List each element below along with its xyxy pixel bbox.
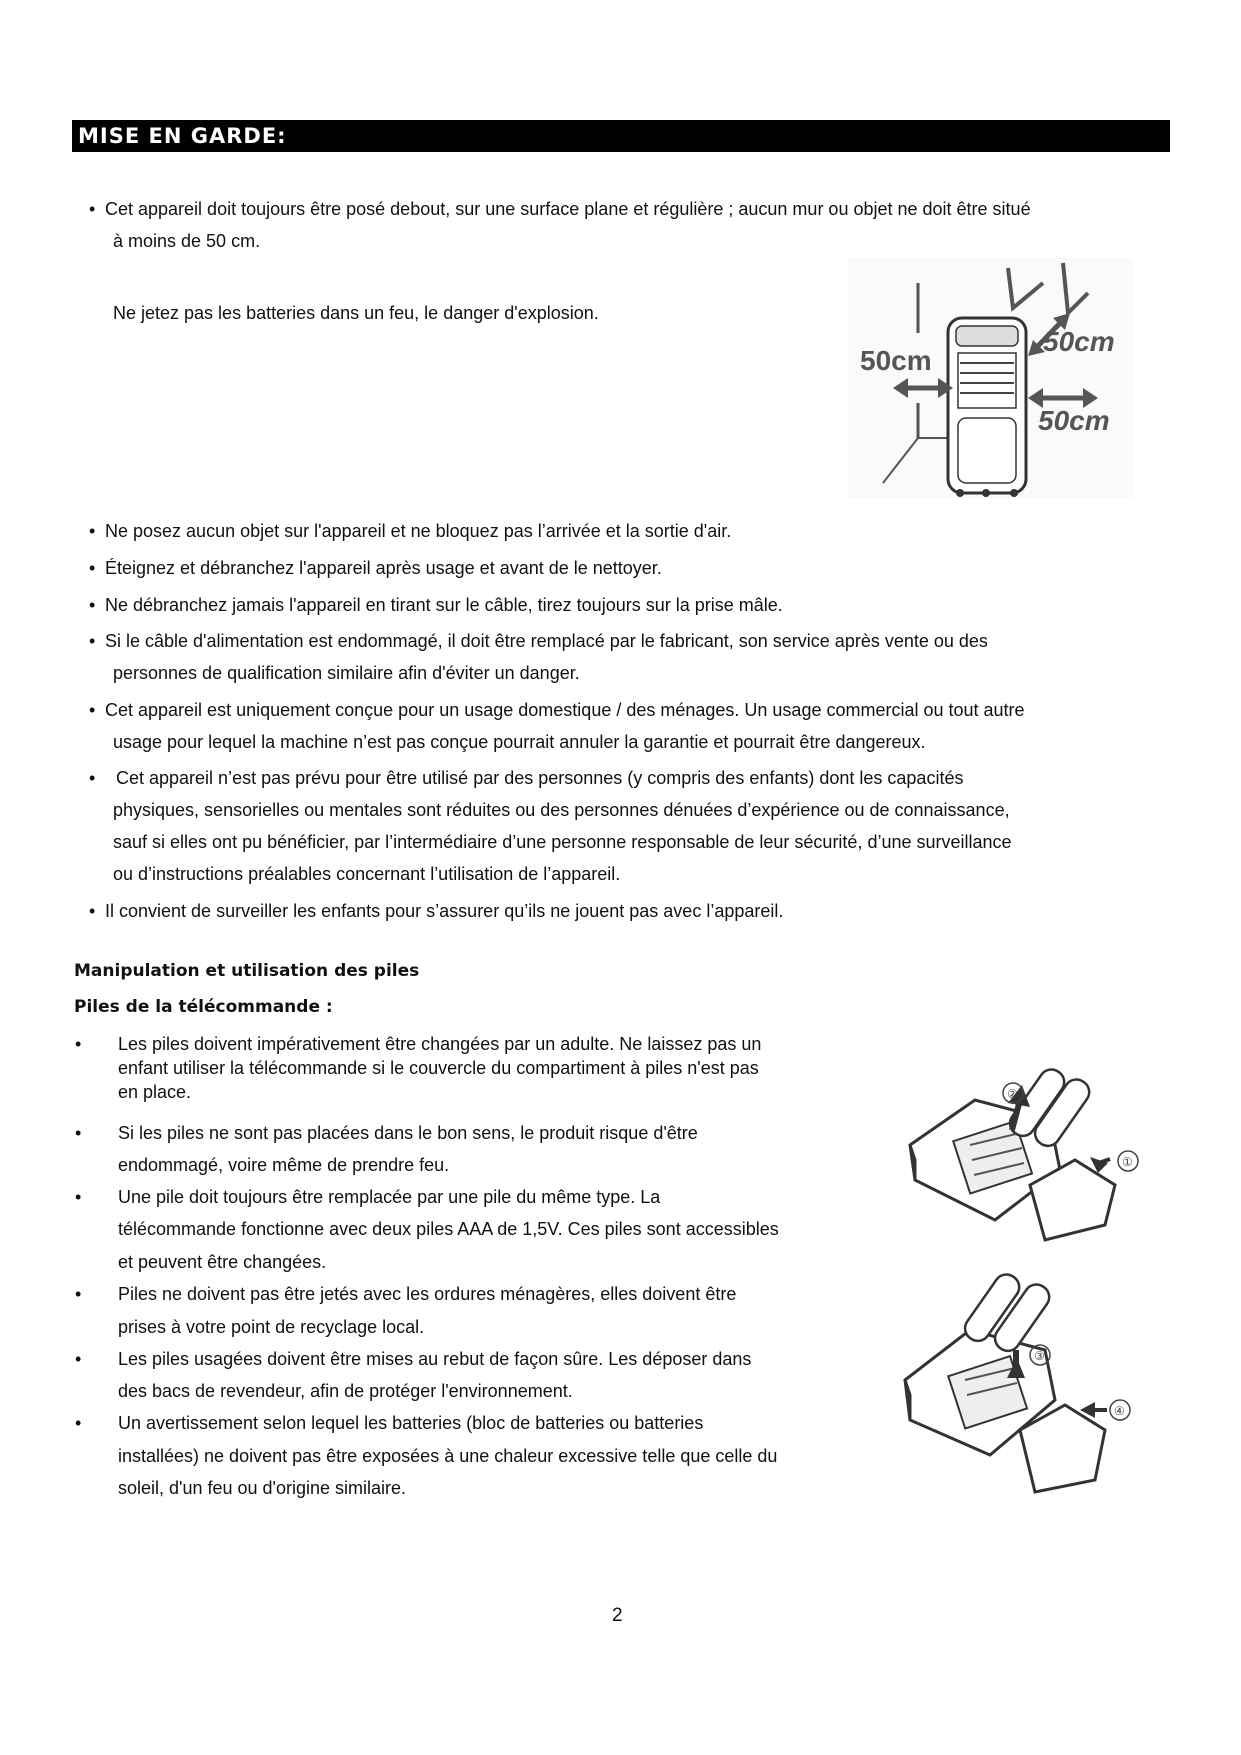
warning-text: Ne posez aucun objet sur l'appareil et ne bloquez pas l’arrivée et la sortie d'air.	[105, 521, 732, 541]
bullet: •	[89, 700, 96, 720]
remote-open-figure	[900, 1045, 1160, 1250]
warning-text: physiques, sensorielles ou mentales sont réduites ou des personnes dénuées d’expérience ou de connaissance,	[113, 800, 1010, 820]
page-number: 2	[612, 1605, 623, 1626]
warning-text: Cet appareil doit toujours être posé debout, sur une surface plane et régulière ; aucun mur ou objet ne doit être situé	[105, 199, 1031, 219]
warning-text: sauf si elles ont pu bénéficier, par l’intermédiaire d’une personne responsable de leur sécurité, d’une surveillance	[113, 832, 1012, 852]
warning-text: Ne jetez pas les batteries dans un feu, le danger d'explosion.	[113, 303, 599, 323]
battery-text: prises à votre point de recyclage local.	[118, 1317, 425, 1337]
bullet: •	[75, 1349, 82, 1369]
battery-text: Les piles doivent impérativement être changées par un adulte. Ne laissez pas un	[118, 1034, 762, 1054]
bullet: •	[75, 1034, 82, 1054]
battery-subheading: Piles de la télécommande :	[74, 997, 333, 1017]
battery-text: installées) ne doivent pas être exposées à une chaleur excessive telle que celle du	[118, 1446, 778, 1466]
battery-text: endommagé, voire même de prendre feu.	[118, 1155, 450, 1175]
step-number: ②	[1007, 1087, 1018, 1101]
battery-text: et peuvent être changées.	[118, 1252, 327, 1272]
battery-text: enfant utiliser la télécommande si le couvercle du compartiment à piles n'est pas	[118, 1058, 759, 1078]
battery-text: Un avertissement selon lequel les batteries (bloc de batteries ou batteries	[118, 1413, 704, 1433]
bullet: •	[75, 1413, 82, 1433]
warning-text: usage pour lequel la machine n’est pas conçue pourrait annuler la garantie et pourrait être dangereux.	[113, 732, 926, 752]
step-number: ①	[1122, 1155, 1133, 1169]
bullet: •	[75, 1284, 82, 1304]
bullet: •	[75, 1187, 82, 1207]
bullet: •	[89, 521, 96, 541]
battery-text: soleil, d'un feu ou d'origine similaire.	[118, 1478, 407, 1498]
battery-text: Si les piles ne sont pas placées dans le bon sens, le produit risque d'être	[118, 1123, 698, 1143]
bullet: •	[89, 199, 96, 219]
warning-text: Cet appareil n’est pas prévu pour être utilisé par des personnes (y compris des enfants) dont les capacités	[116, 768, 964, 788]
warning-text: Cet appareil est uniquement conçue pour un usage domestique / des ménages. Un usage commercial ou tout autre	[105, 700, 1025, 720]
distance-label: 50cm	[1043, 326, 1115, 357]
battery-text: télécommande fonctionne avec deux piles AAA de 1,5V. Ces piles sont accessibles	[118, 1219, 779, 1239]
battery-heading: Manipulation et utilisation des piles	[74, 961, 420, 981]
section-title: MISE EN GARDE:	[78, 124, 287, 148]
clearance-figure	[848, 258, 1133, 498]
battery-text: Une pile doit toujours être remplacée par une pile du même type. La	[118, 1187, 661, 1207]
warning-text: Il convient de surveiller les enfants pour s’assurer qu’ils ne jouent pas avec l’appareil.	[105, 901, 784, 921]
warning-text: ou d’instructions préalables concernant l’utilisation de l’appareil.	[113, 864, 621, 884]
warning-text: Ne débranchez jamais l'appareil en tirant sur le câble, tirez toujours sur la prise mâle.	[105, 595, 783, 615]
bullet: •	[89, 631, 96, 651]
bullet: •	[75, 1123, 82, 1143]
warning-text: Éteignez et débranchez l'appareil après usage et avant de le nettoyer.	[105, 558, 662, 578]
warning-text: Si le câble d'alimentation est endommagé, il doit être remplacé par le fabricant, son service après vente ou des	[105, 631, 988, 651]
bullet: •	[89, 768, 96, 788]
battery-text: Piles ne doivent pas être jetés avec les ordures ménagères, elles doivent être	[118, 1284, 737, 1304]
remote-close-figure	[895, 1270, 1155, 1505]
warning-text: à moins de 50 cm.	[113, 231, 261, 251]
distance-label: 50cm	[860, 345, 932, 376]
bullet: •	[89, 901, 96, 921]
step-number: ③	[1034, 1349, 1045, 1363]
warning-text: personnes de qualification similaire afin d'éviter un danger.	[113, 663, 580, 683]
bullet: •	[89, 558, 96, 578]
battery-text: des bacs de revendeur, afin de protéger l'environnement.	[118, 1381, 573, 1401]
bullet: •	[89, 595, 96, 615]
battery-text: Les piles usagées doivent être mises au rebut de façon sûre. Les déposer dans	[118, 1349, 752, 1369]
step-number: ④	[1114, 1404, 1125, 1418]
battery-text: en place.	[118, 1082, 192, 1102]
distance-label: 50cm	[1038, 405, 1110, 436]
